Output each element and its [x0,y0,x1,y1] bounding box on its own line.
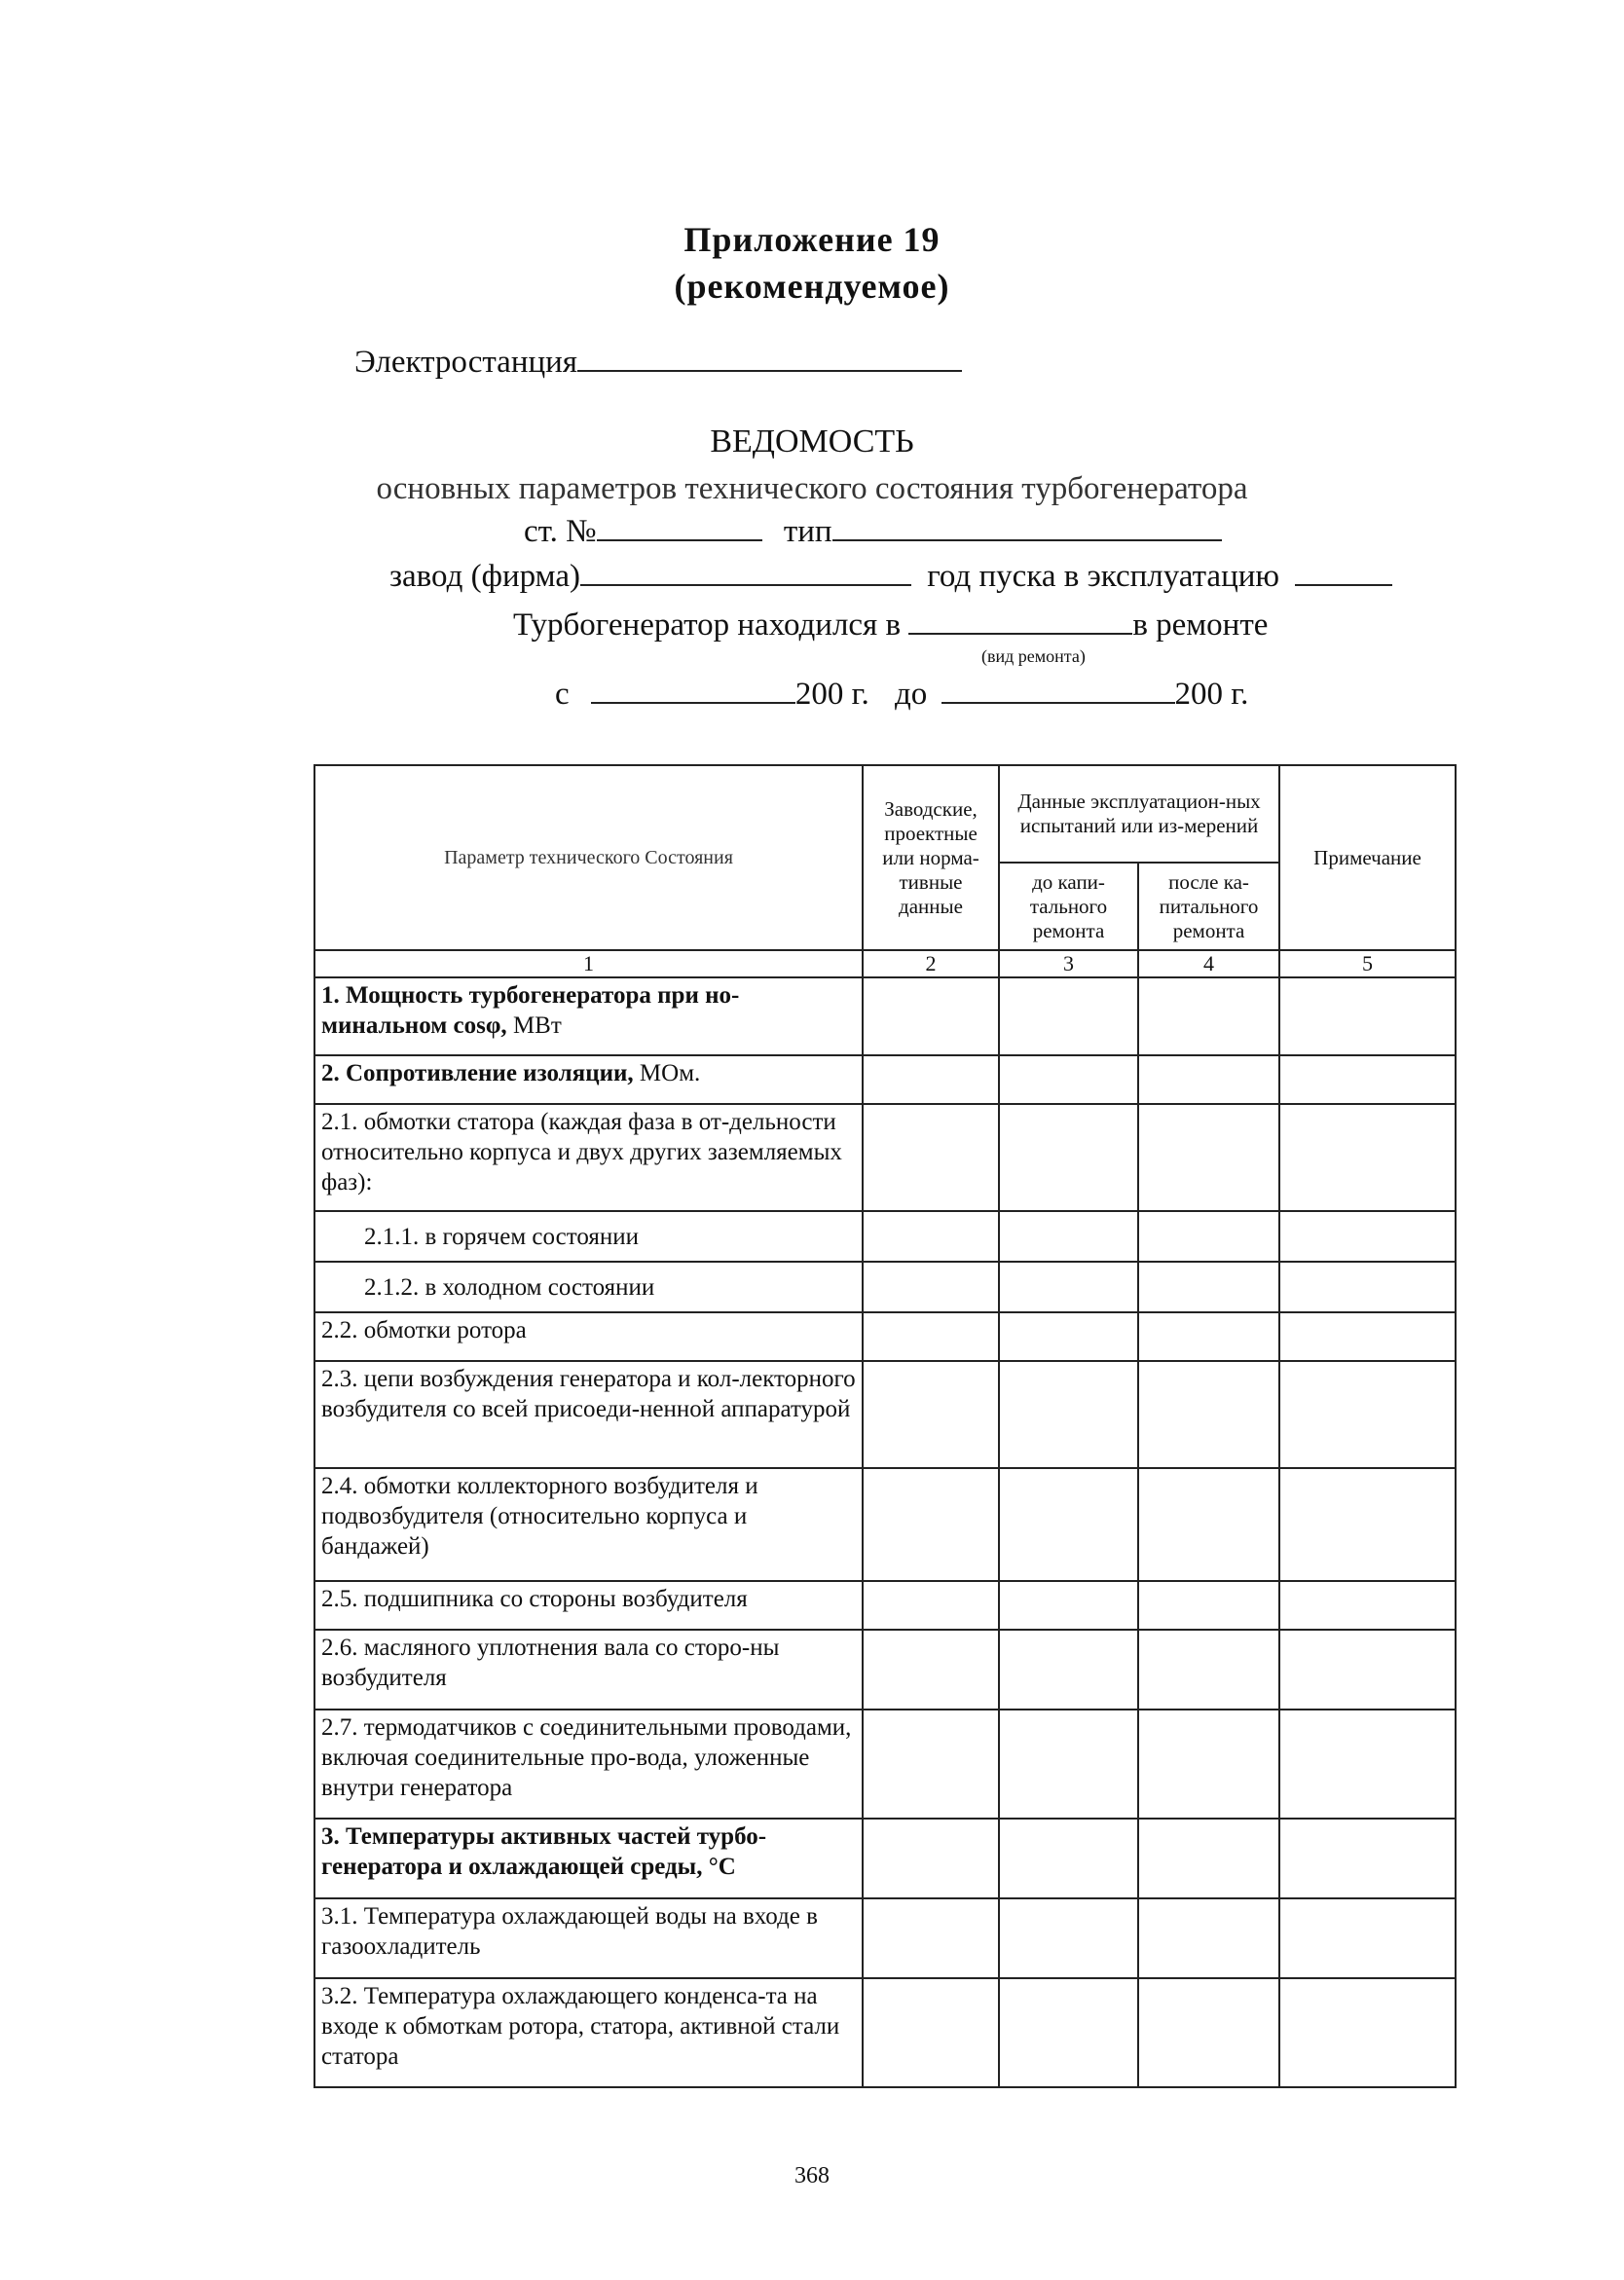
station-number-blank [597,514,762,541]
before-repair-cell[interactable] [999,1978,1138,2087]
factory-cell[interactable] [863,1898,999,1978]
parameter-cell: 2.7. термодатчиков с соединительными проводами, включая соединительные про-вода, уложенные внутри генератора [314,1710,863,1819]
parameter-cell: 3. Температуры активных частей турбо-генератора и охлаждающей среды, °С [314,1819,863,1898]
factory-cell[interactable] [863,1211,999,1262]
factory-cell[interactable] [863,1819,999,1898]
note-cell[interactable] [1279,1819,1456,1898]
appendix-recommended: (рекомендуемое) [674,267,950,306]
station-number-label: ст. № [524,514,597,549]
table-row [314,1710,1456,1819]
year-start-label: год пуска в эксплуатацию [927,559,1280,594]
table-row [314,1978,1456,2087]
factory-cell[interactable] [863,1312,999,1361]
from-year: 200 г. [794,677,869,712]
table-row [314,1211,1456,1262]
before-repair-cell[interactable] [999,1262,1138,1312]
repair-suffix: в ремонте [1132,607,1269,643]
note-cell[interactable] [1279,1055,1456,1104]
repair-type-note: (вид ремонта) [981,646,1086,666]
parameter-cell: 2.1. обмотки статора (каждая фаза в от-дельности относительно корпуса и двух других заземляемых фаз): [314,1104,863,1211]
station-line [354,343,962,382]
after-repair-cell[interactable] [1138,1211,1279,1262]
from-date-blank [591,677,795,704]
after-repair-cell[interactable] [1138,977,1279,1055]
before-repair-cell[interactable] [999,1104,1138,1211]
header-factory-data: Заводские, проектные или норма-тивные данные [863,765,999,950]
factory-cell[interactable] [863,1468,999,1581]
plant-blank [580,559,911,586]
column-number: 1 [314,950,863,977]
before-repair-cell[interactable] [999,1468,1138,1581]
table-row [314,1055,1456,1104]
before-repair-cell[interactable] [999,977,1138,1055]
station-number-line [524,512,1222,551]
header-operational-data: Данные эксплуатацион-ных испытаний или из-мерений [999,765,1279,863]
repair-type-blank [908,607,1132,635]
repair-prefix: Турбогенератор находился в [513,607,902,643]
after-repair-cell[interactable] [1138,1581,1279,1630]
before-repair-cell[interactable] [999,1055,1138,1104]
parameter-unit: МВт [506,1012,562,1039]
after-repair-cell[interactable] [1138,1630,1279,1710]
after-repair-cell[interactable] [1138,1262,1279,1312]
table-row [314,1630,1456,1710]
note-cell[interactable] [1279,1978,1456,2087]
note-cell[interactable] [1279,1262,1456,1312]
type-label: тип [783,514,832,549]
factory-cell[interactable] [863,1630,999,1710]
page-number: 368 [794,2163,830,2188]
header-row-1 [314,765,1456,863]
factory-cell[interactable] [863,977,999,1055]
note-cell[interactable] [1279,1361,1456,1468]
note-cell[interactable] [1279,1211,1456,1262]
factory-cell[interactable] [863,1978,999,2087]
note-cell[interactable] [1279,1312,1456,1361]
parameter-cell [314,977,863,1055]
parameter-cell: 2.1.1. в горячем состоянии [314,1211,863,1262]
from-label: с [555,677,570,712]
before-repair-cell[interactable] [999,1898,1138,1978]
header-after-repair: после ка-питального ремонта [1138,863,1279,950]
repair-line [513,606,1268,644]
column-number: 2 [863,950,999,977]
appendix-title: Приложение 19 [683,220,941,259]
table-row [314,1898,1456,1978]
station-label: Электростанция [354,345,577,380]
after-repair-cell[interactable] [1138,1104,1279,1211]
factory-cell[interactable] [863,1055,999,1104]
table-row [314,1312,1456,1361]
note-cell[interactable] [1279,1710,1456,1819]
table-row [314,1468,1456,1581]
parameter-cell: 3.1. Температура охлаждающей воды на входе в газоохладитель [314,1898,863,1978]
note-cell[interactable] [1279,1104,1456,1211]
parameter-unit: МОм. [633,1060,701,1086]
year-start-blank [1295,559,1392,586]
factory-cell[interactable] [863,1104,999,1211]
after-repair-cell[interactable] [1138,1312,1279,1361]
factory-cell[interactable] [863,1361,999,1468]
to-date-blank [941,677,1175,704]
note-cell[interactable] [1279,1468,1456,1581]
before-repair-cell[interactable] [999,1312,1138,1361]
note-cell[interactable] [1279,1630,1456,1710]
before-repair-cell[interactable] [999,1361,1138,1468]
parameter-cell [314,1055,863,1104]
table-row [314,1581,1456,1630]
document-subtitle: основных параметров технического состояния турбогенератора [376,471,1248,506]
note-cell[interactable] [1279,1581,1456,1630]
column-numbers-row [314,950,1456,977]
table-row [314,1104,1456,1211]
plant-line [389,557,1392,596]
station-blank [577,345,962,372]
before-repair-cell[interactable] [999,1211,1138,1262]
plant-label: завод (фирма) [389,559,580,594]
parameter-cell: 2.1.2. в холодном состоянии [314,1262,863,1312]
date-range-line [555,675,1248,714]
to-year: 200 г. [1174,677,1249,712]
before-repair-cell[interactable] [999,1819,1138,1898]
factory-cell[interactable] [863,1581,999,1630]
table-row [314,1361,1456,1468]
note-cell[interactable] [1279,1898,1456,1978]
parameter-cell: 2.5. подшипника со стороны возбудителя [314,1581,863,1630]
document-title: ВЕДОМОСТЬ [710,423,914,460]
table-row [314,1262,1456,1312]
parameter-cell: 2.4. обмотки коллекторного возбудителя и подвозбудителя (относительно корпуса и бандажей) [314,1468,863,1581]
before-repair-cell[interactable] [999,1630,1138,1710]
parameter-cell: 2.2. обмотки ротора [314,1312,863,1361]
header-note: Примечание [1279,765,1456,950]
header-parameter: Параметр технического Состояния [314,765,863,950]
after-repair-cell[interactable] [1138,1710,1279,1819]
parameter-text: 2. Сопротивление изоляции, [321,1060,634,1086]
before-repair-cell[interactable] [999,1710,1138,1819]
parameter-cell: 2.6. масляного уплотнения вала со сторо-ны возбудителя [314,1630,863,1710]
parameter-cell: 2.3. цепи возбуждения генератора и кол-лекторного возбудителя со всей присоеди-ненной аппаратурой [314,1361,863,1468]
after-repair-cell[interactable] [1138,1468,1279,1581]
column-number: 5 [1279,950,1456,977]
after-repair-cell[interactable] [1138,1361,1279,1468]
type-blank [832,514,1222,541]
after-repair-cell[interactable] [1138,1819,1279,1898]
header-before-repair: до капи-тального ремонта [999,863,1138,950]
parameter-text: 1. Мощность турбогенератора при но-минальном cosφ, [321,982,740,1039]
table-row [314,977,1456,1055]
before-repair-cell[interactable] [999,1581,1138,1630]
after-repair-cell[interactable] [1138,1898,1279,1978]
note-cell[interactable] [1279,977,1456,1055]
after-repair-cell[interactable] [1138,1055,1279,1104]
table-row [314,1819,1456,1898]
factory-cell[interactable] [863,1262,999,1312]
to-label: до [894,677,928,712]
parameter-cell: 3.2. Температура охлаждающего конденса-та на входе к обмоткам ротора, статора, активной стали статора [314,1978,863,2087]
factory-cell[interactable] [863,1710,999,1819]
column-number: 4 [1138,950,1279,977]
column-number: 3 [999,950,1138,977]
after-repair-cell[interactable] [1138,1978,1279,2087]
parameters-table [314,764,1457,2088]
